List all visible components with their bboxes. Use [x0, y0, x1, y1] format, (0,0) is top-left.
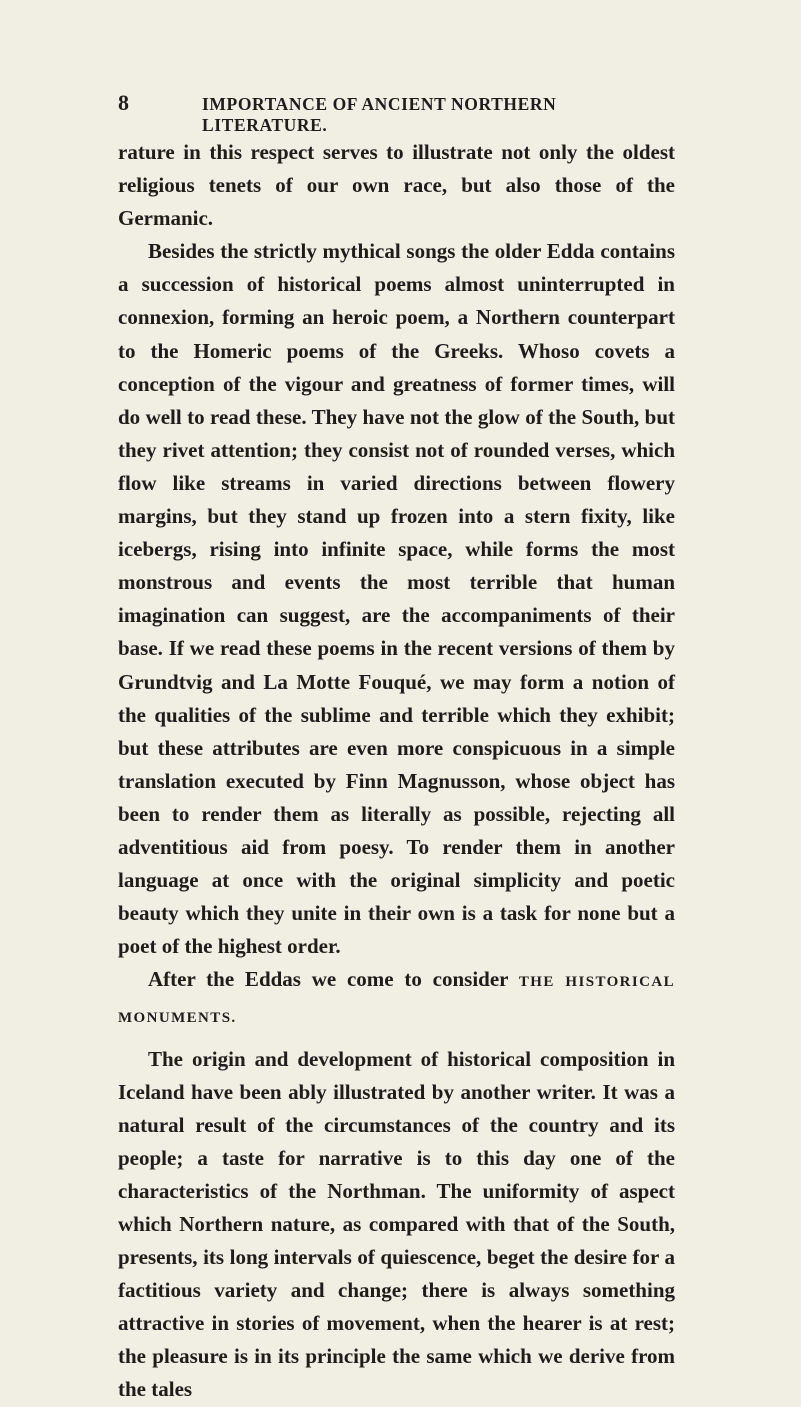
running-title: IMPORTANCE OF ANCIENT NORTHERN LITERATURE.: [202, 94, 557, 135]
paragraph-continued: rature in this respect serves to illustrate not only the oldest religious tenets of our own race, but also those of the Germanic.: [118, 140, 675, 231]
paragraph-historical: The origin and development of historical composition in Iceland have been ably illustrated by another writer. It was a natural result of the circumstances of the country and its people; a taste for narrative is to this day one of the characteristics of the Northman. The uniformity of aspect which Northern nature, as compared with that of the South, presents, its long intervals of quiescence, beget the desire for a factitious variety and change; there is always something attractive in stories of movement, when the hearer is at rest; the pleasure is in its principle the same which we derive from the tales: [118, 1046, 675, 1402]
page-header: [118, 90, 678, 135]
section-topic-label: THE HISTORICAL MONUMENTS.: [118, 974, 675, 1027]
transition-text: After the Eddas we come to consider: [148, 967, 509, 992]
paragraph-edda: Besides the strictly mythical songs the older Edda contains a succession of historical poems almost uninterrupted in connexion, forming an heroic poem, a Northern counterpart to the Homeric poems of the Greeks. Whoso covets a conception of the vigour and greatness of former times, will do well to read these. They have not the glow of the South, but they rivet attention; they consist not of rounded verses, which flow like streams in varied directions between flowery margins, but they stand up frozen into a stern fixity, like icebergs, rising into infinite space, while forms the most monstrous and events the most terrible that human imagination can suggest, are the accompaniments of their base. If we read these poems in the recent versions of them by Grundtvig and La Motte Fouqué, we may form a notion of the qualities of the sublime and terrible which they exhibit; but these attributes are even more conspicuous in a simple translation executed by Finn Magnusson, whose object has been to render them as literally as possible, rejecting all adventitious aid from poesy. To render them in another language at once with the original simplicity and poetic beauty which they unite in their own is a task for none but a poet of the highest order.: [118, 239, 675, 959]
page-number: 8: [118, 90, 129, 115]
paragraph-transition: [118, 963, 675, 1035]
body-text: [118, 136, 675, 1407]
